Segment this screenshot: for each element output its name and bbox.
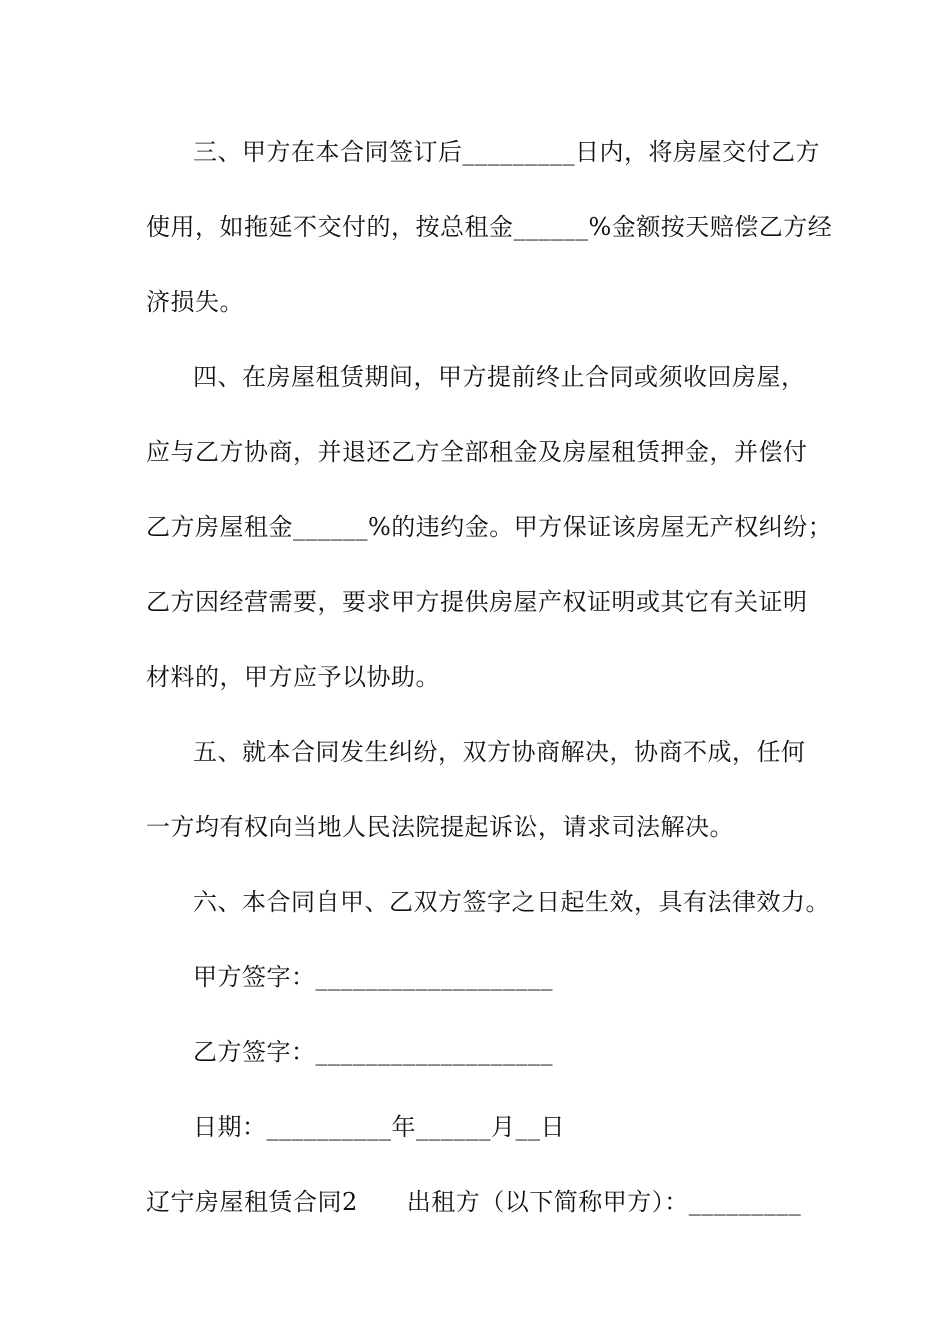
date-line: 日期：__________年______月__日 bbox=[193, 1113, 565, 1141]
clause-5-line-1: 五、就本合同发生纠纷，双方协商解决，协商不成，任何 bbox=[193, 738, 806, 766]
clause-4-line-4: 乙方因经营需要，要求甲方提供房屋产权证明或其它有关证明 bbox=[146, 588, 808, 616]
contract-2-heading-line: 辽宁房屋租赁合同2 出租方（以下简称甲方）：_________ bbox=[146, 1188, 802, 1216]
clause-6-line-1: 六、本合同自甲、乙双方签字之日起生效，具有法律效力。 bbox=[193, 888, 830, 916]
clause-5-line-2: 一方均有权向当地人民法院提起诉讼，请求司法解决。 bbox=[146, 813, 734, 841]
clause-3-line-2: 使用，如拖延不交付的，按总租金______%金额按天赔偿乙方经 bbox=[146, 213, 833, 241]
party-b-signature-line: 乙方签字：___________________ bbox=[193, 1038, 553, 1066]
clause-4-line-2: 应与乙方协商，并退还乙方全部租金及房屋租赁押金，并偿付 bbox=[146, 438, 808, 466]
clause-4-line-3: 乙方房屋租金______%的违约金。甲方保证该房屋无产权纠纷； bbox=[146, 513, 833, 541]
party-a-signature-line: 甲方签字：___________________ bbox=[193, 963, 553, 991]
clause-3-line-1: 三、甲方在本合同签订后_________日内，将房屋交付乙方 bbox=[193, 138, 820, 166]
clause-4-line-5: 材料的，甲方应予以协助。 bbox=[146, 663, 440, 691]
clause-3-line-3: 济损失。 bbox=[146, 288, 244, 316]
clause-4-line-1: 四、在房屋租赁期间，甲方提前终止合同或须收回房屋， bbox=[193, 363, 806, 391]
